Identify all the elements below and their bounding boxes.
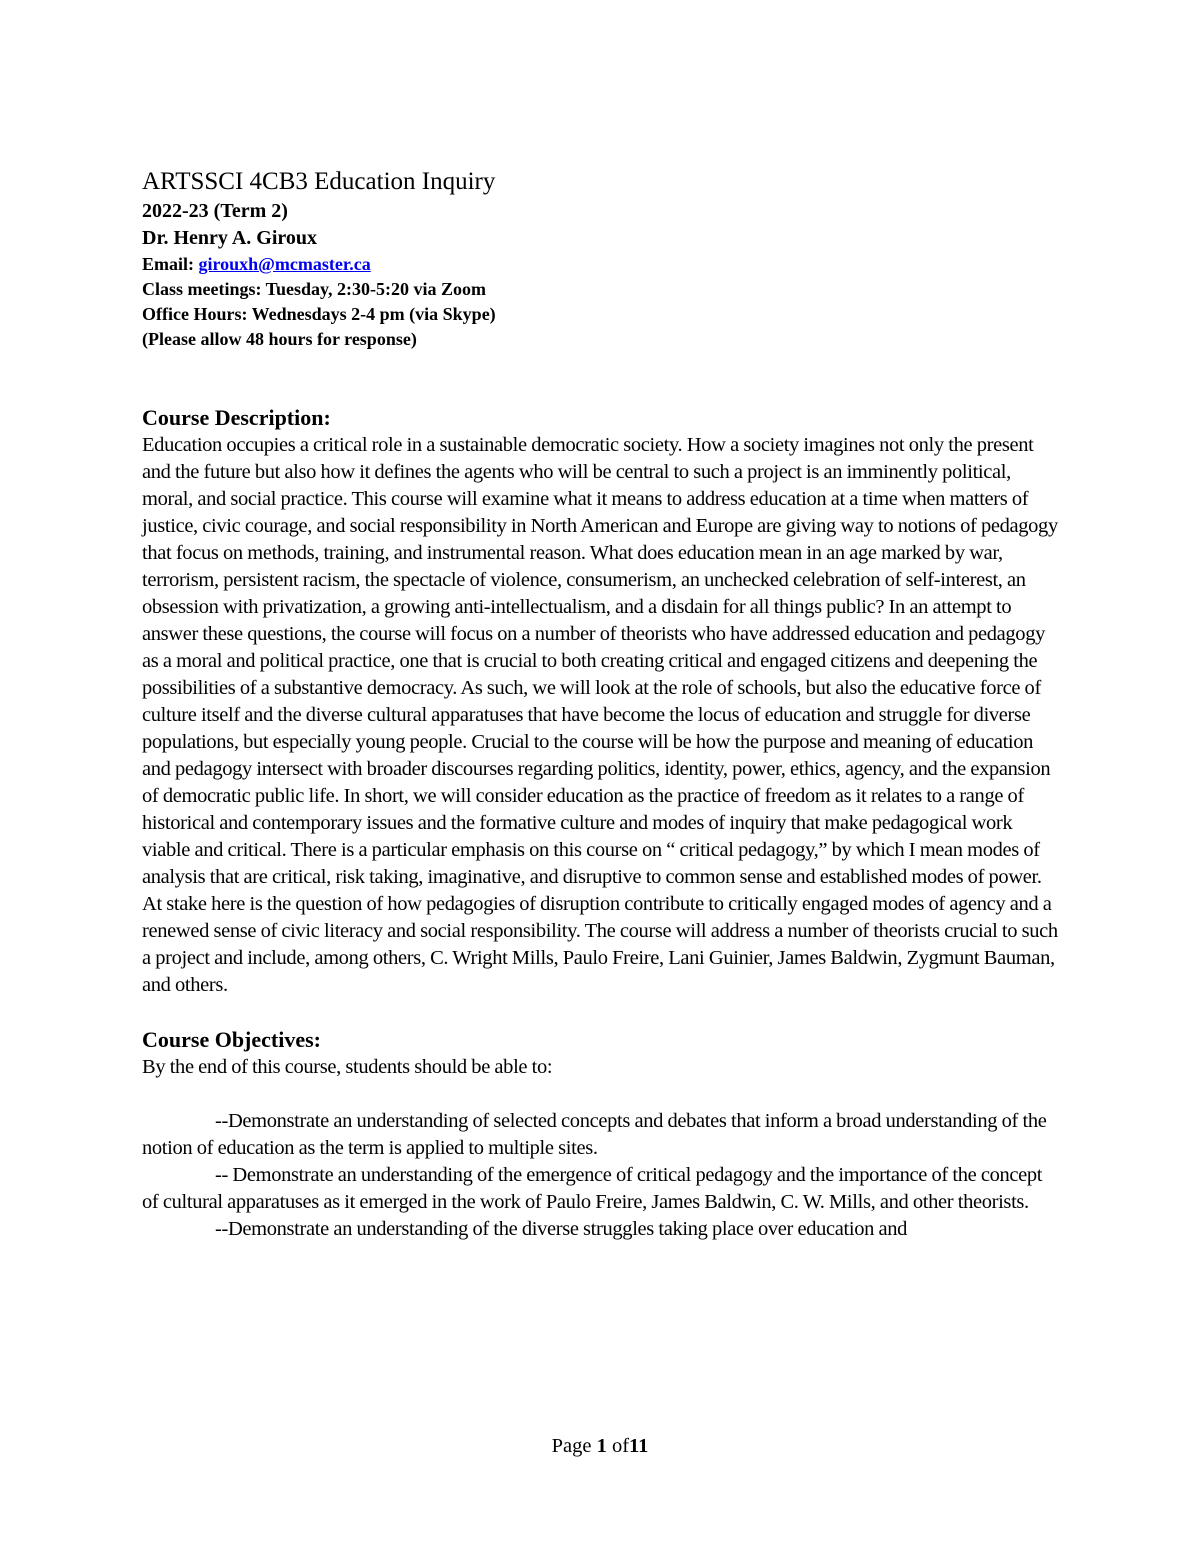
class-meetings: Class meetings: Tuesday, 2:30-5:20 via Zoom bbox=[142, 279, 487, 299]
email-label: Email: bbox=[142, 254, 194, 274]
course-term: 2022-23 (Term 2) bbox=[142, 200, 288, 222]
course-title: ARTSSCI 4CB3 Education Inquiry bbox=[142, 168, 496, 195]
objective-item: -- Demonstrate an understanding of the emergence of critical pedagogy and the importance of the concept of cultural apparatuses as it emerged in the work of Paulo Freire, James Baldwin, C. W. Mills, and other theorists. bbox=[142, 1164, 1043, 1213]
response-note: (Please allow 48 hours for response) bbox=[142, 329, 417, 349]
office-hours: Office Hours: Wednesdays 2-4 pm (via Skype) bbox=[142, 304, 496, 324]
course-description-text: Education occupies a critical role in a sustainable democratic society. How a society imagines not only the present and the future but also how it defines the agents who will be central to such a project is an imminently political, moral, and social practice. This course will examine what it means to address education at a time when matters of justice, civic courage, and social responsibility in North American and Europe are giving way to notions of pedagogy that focus on methods, training, and instrumental reason. What does education mean in an age marked by war, terrorism, persistent racism, the spectacle of violence, consumerism, an unchecked celebration of self-interest, an obsession with privatization, a growing anti-intellectualism, and a disdain for all things public? In an attempt to answer these questions, the course will focus on a number of theorists who have addressed education and pedagogy as a moral and political practice, one that is crucial to both creating critical and engaged citizens and deepening the possibilities of a substantive democracy. As such, we will look at the role of schools, but also the educative force of culture itself and the diverse cultural apparatuses that have become the locus of education and struggle for diverse populations, but especially young people. Crucial to the course will be how the purpose and meaning of education and pedagogy intersect with broader discourses regarding politics, identity, power, ethics, agency, and the expansion of democratic public life. In short, we will consider education as the practice of freedom as it relates to a range of historical and contemporary issues and the formative culture and modes of inquiry that make pedagogical work viable and critical. There is a particular emphasis on this course on “ critical pedagogy,” by which I mean modes of analysis that are critical, risk taking, imaginative, and disruptive to common sense and established modes of power. At stake here is the question of how pedagogies of disruption contribute to critically engaged modes of agency and a renewed sense of civic literacy and social responsibility. The course will address a number of theorists crucial to such a project and include, among others, C. Wright Mills, Paulo Freire, Lani Guinier, James Baldwin, Zygmunt Bauman, and others. bbox=[142, 434, 1058, 996]
total-pages: 11 bbox=[629, 1435, 649, 1457]
objective-item: --Demonstrate an understanding of selected concepts and debates that inform a broad understanding of the notion of education as the term is applied to multiple sites. bbox=[142, 1110, 1047, 1159]
email-line bbox=[142, 252, 1062, 277]
email-link[interactable]: girouxh@mcmaster.ca bbox=[198, 254, 371, 274]
document-page bbox=[142, 166, 1062, 1243]
page-label: Page bbox=[551, 1435, 592, 1457]
objective-item: --Demonstrate an understanding of the diverse struggles taking place over education and bbox=[215, 1218, 908, 1240]
course-objectives-heading: Course Objectives: bbox=[142, 1027, 322, 1052]
objectives-intro: By the end of this course, students should be able to: bbox=[142, 1056, 553, 1078]
current-page-number: 1 bbox=[596, 1435, 607, 1457]
course-description-heading: Course Description: bbox=[142, 405, 331, 430]
page-footer bbox=[0, 1433, 1200, 1460]
instructor-name: Dr. Henry A. Giroux bbox=[142, 227, 318, 249]
of-label: of bbox=[611, 1435, 630, 1457]
